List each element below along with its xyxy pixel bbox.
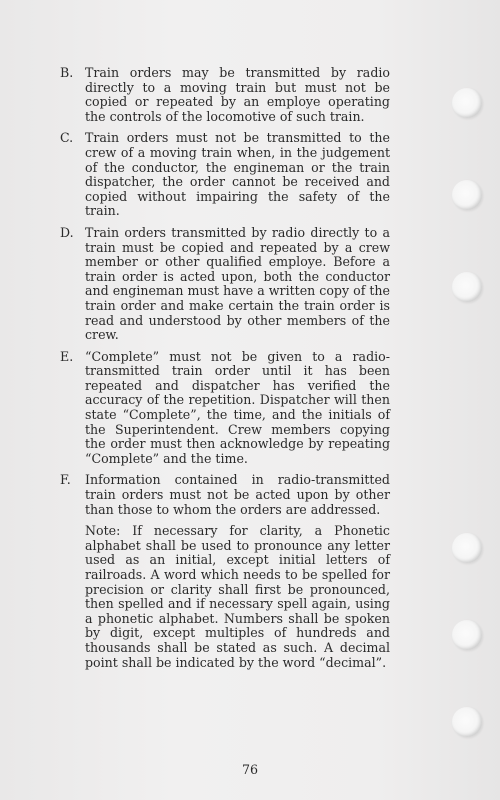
rule-paragraph-f	[60, 473, 390, 517]
paragraph-text: Train orders transmitted by radio directly to a train must be copied and repeated by a crew member or other qualified employe. Before a train order is acted upon, both the conductor and engineman must have a written copy of the train order and make certain the train order is read and understood by other members of the crew.	[85, 224, 390, 343]
paragraph-text: Train orders may be transmitted by radio directly to a moving train but must not be copied or repeated by an employe operating the controls of the locomotive of such train.	[85, 65, 390, 124]
rule-paragraph-b	[60, 66, 390, 124]
paragraph-text: Train orders must not be transmitted to the crew of a moving train when, in the judgement of the conductor, the engineman or the train dispatcher, the order cannot be received and copied without impairing the safety of the train.	[85, 130, 390, 219]
binder-hole	[452, 272, 482, 302]
page-number: 76	[241, 762, 259, 777]
paragraph-text: “Complete” must not be given to a radio-transmitted train order until it has been repeated and dispatcher has verified the accuracy of the repetition. Dispatcher will then state “Complete”, the time, and the initials of the Superintendent. Crew members copying the order must then acknowledge by repeating “Complete” and the time.	[85, 348, 390, 466]
paragraph-letter: D.	[60, 224, 74, 240]
paragraph-text: Information contained in radio-transmitted train orders must not be acted upon by other than those to whom the orders are addressed.	[85, 472, 390, 517]
rule-paragraph-d	[60, 226, 390, 343]
paragraph-letter: E.	[60, 348, 74, 364]
binder-hole	[452, 180, 482, 210]
binder-hole	[452, 707, 482, 737]
paragraph-letter: F.	[60, 472, 71, 488]
phonetic-note: Note: If necessary for clarity, a Phonetic alphabet shall be used to pronounce any letter used as an initial, except initial letters of railroads. A word which needs to be spelled for precision or clarity shall first be pronounced, then spelled and if necessary spell again, using a phonetic alphabet. Numbers shall be spoken by digit, except multiples of hundreds and thousands shall be stated as such. A decimal point shall be indicated by the word “decimal”.	[85, 523, 390, 670]
rule-paragraph-e	[60, 350, 390, 467]
rule-paragraph-c	[60, 131, 390, 219]
paragraph-letter: C.	[60, 130, 74, 146]
rules-text	[60, 66, 390, 670]
binder-hole	[452, 620, 482, 650]
binder-hole	[452, 533, 482, 563]
binder-hole	[452, 88, 482, 118]
paragraph-letter: B.	[60, 65, 74, 80]
